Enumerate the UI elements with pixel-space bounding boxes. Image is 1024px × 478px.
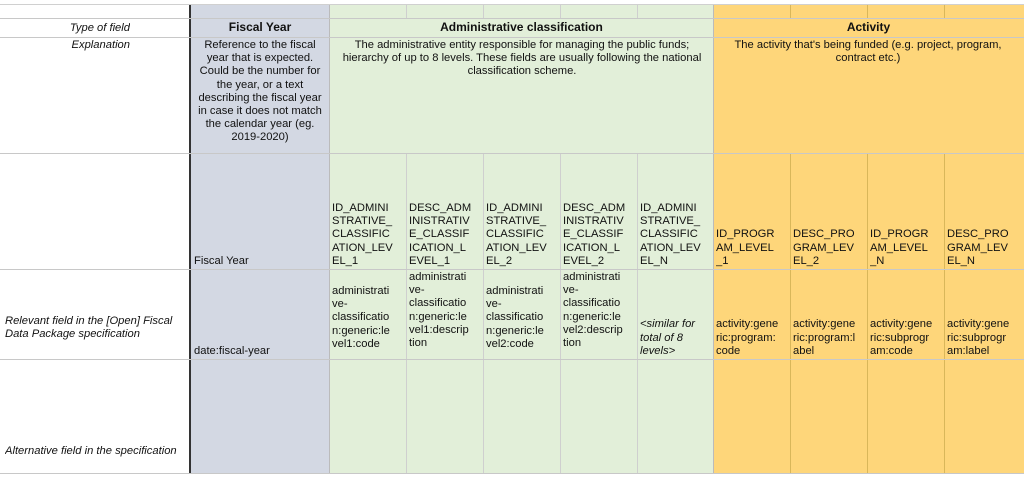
activity-spec-3 [870,270,944,358]
activity-field-2-text: DESC_PRO GRAM_LEV EL_2 [793,228,855,267]
activity-spec-3-text: activity:gene ric:subprogr am:code [870,318,933,357]
activity-field-3 [870,153,944,268]
row-label-type-of-field: Type of field [69,22,130,34]
activity-spec-4 [947,270,1023,358]
activity-spec-1 [716,270,790,358]
admin-field-2-text: DESC_ADM INISTRATIV E_CLASSIF ICATION_L EVEL_1 [409,201,472,267]
grid-vline [560,153,561,474]
grid-hline [0,473,1024,474]
admin-field-1-text: ID_ADMINI STRATIVE_ CLASSIFIC ATION_LEV EL_1 [332,201,393,267]
grid-vline [790,153,791,474]
admin-spec-5-text: <similar for total of 8 levels> [640,318,696,357]
admin-spec-3: administrati ve- classificatio n:generic:le vel2:code [486,285,544,350]
grid-vline [406,153,407,474]
grid-vline [560,4,561,18]
admin-field-3 [486,153,560,268]
activity-spec-1-text: activity:gene ric:program: code [716,318,779,357]
admin-spec-4: administrati ve- classificatio n:generic:le vel2:descrip tion [563,271,623,350]
row-label-explanation: Explanation [71,39,130,51]
grid-vline [944,4,945,18]
grid-hline [0,4,1024,5]
admin-field-4 [563,153,637,268]
row-label-relevant-field: Relevant field in the [Open] Fiscal Data Package specification [5,315,173,341]
header-fiscal-year: Fiscal Year [228,21,292,34]
header-activity: Activity [846,21,891,34]
grid-vline [637,4,638,18]
grid-vline [790,4,791,18]
fiscal-year-explanation: Reference to the fiscal year that is expected. Could be the number for the year, or a text describing the fiscal year in case it does not match the calendar year (eg. 2019-2020) [198,39,322,144]
grid-vline [483,4,484,18]
grid-vline [637,153,638,474]
activity-spec-4-text: activity:gene ric:subprogr am:label [947,318,1010,357]
administrative-explanation: The administrative entity responsible for managing the public funds; hierarchy of up to 8 levels. These fields are usually following the national classification scheme. [342,39,702,78]
activity-field-1 [716,153,790,268]
grid-vline [329,4,330,474]
activity-spec-2 [793,270,867,358]
activity-field-1-text: ID_PROGR AM_LEVEL _1 [716,228,775,267]
admin-spec-1: administrati ve- classificatio n:generic:le vel1:code [332,285,390,350]
grid-vline [483,153,484,474]
fiscal-year-field-name [194,153,326,268]
grid-vline [406,4,407,18]
grid-hline [0,18,1024,19]
activity-field-4 [947,153,1023,268]
activity-field-2 [793,153,867,268]
fiscal-year-spec-field-text: date:fiscal-year [194,344,270,357]
activity-spec-2-text: activity:gene ric:program:l abel [793,318,856,357]
fiscal-year-spec-field [194,270,326,358]
row-label-alternative-field: Alternative field in the specification [5,445,177,457]
grid-vline [944,153,945,474]
fiscal-year-field-name-text: Fiscal Year [194,254,249,267]
admin-field-4-text: DESC_ADM INISTRATIV E_CLASSIF ICATION_L EVEL_2 [563,201,626,267]
admin-field-5-text: ID_ADMINI STRATIVE_ CLASSIFIC ATION_LEV EL_N [640,201,701,267]
admin-field-2 [409,153,483,268]
activity-explanation: The activity that's being funded (e.g. project, program, contract etc.) [734,39,1002,65]
header-administrative-classification: Administrative classification [440,21,603,34]
admin-field-5 [640,153,713,268]
activity-field-3-text: ID_PROGR AM_LEVEL _N [870,228,929,267]
activity-field-4-text: DESC_PRO GRAM_LEV EL_N [947,228,1009,267]
admin-field-3-text: ID_ADMINI STRATIVE_ CLASSIFIC ATION_LEV EL_2 [486,201,547,267]
grid-vline [867,153,868,474]
admin-spec-2: administrati ve- classificatio n:generic:le vel1:descrip tion [409,271,469,350]
grid-hline [0,359,1024,360]
admin-spec-5 [640,270,713,358]
grid-hline [0,37,1024,38]
grid-vline [867,4,868,18]
grid-vline [189,4,191,474]
grid-vline [713,4,714,474]
admin-field-1 [332,153,406,268]
